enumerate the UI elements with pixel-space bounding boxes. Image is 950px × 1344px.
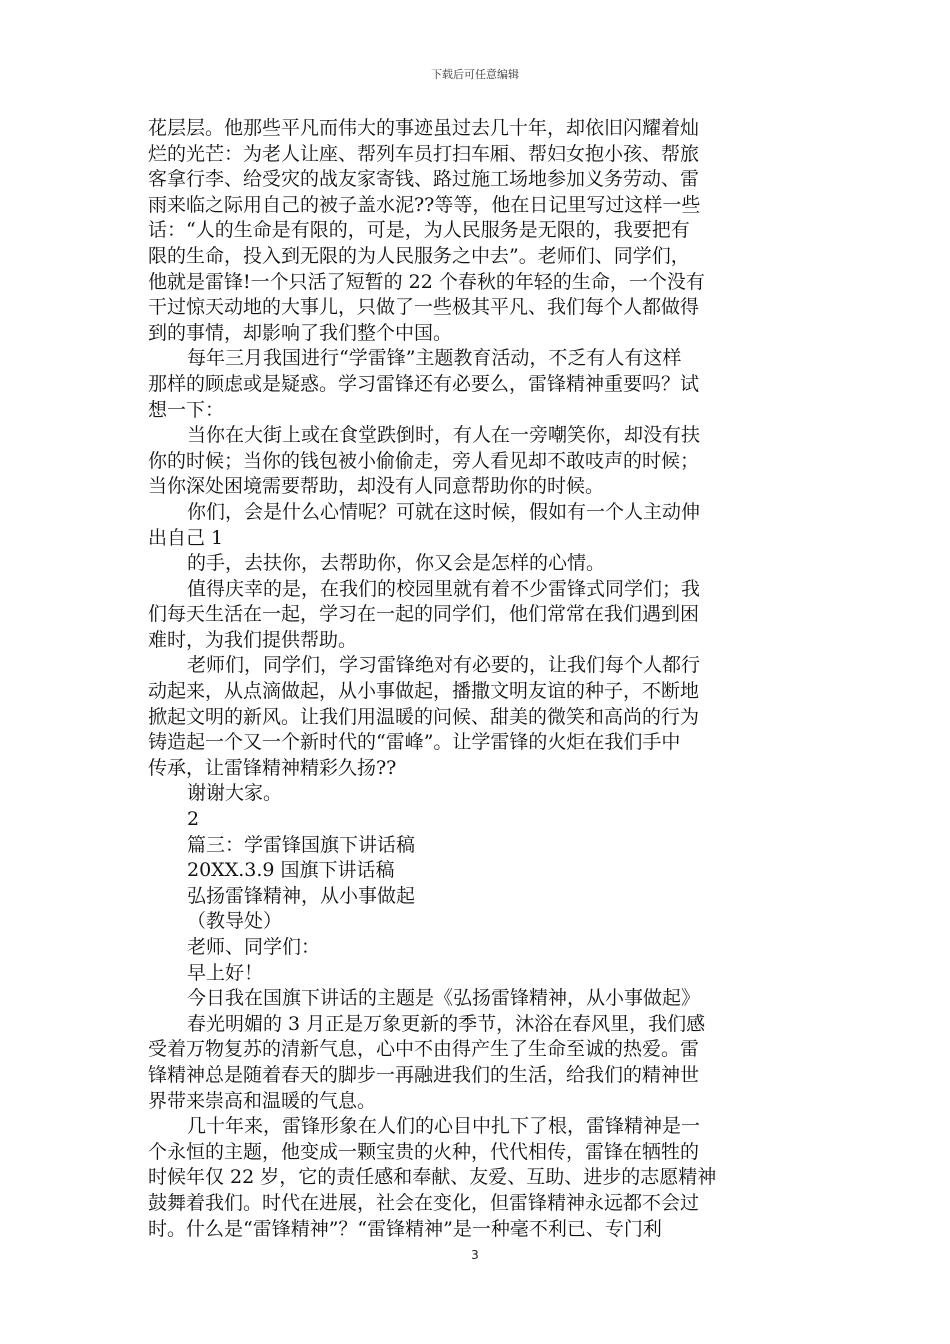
text-line: 烂的光芒：为老人让座、帮列车员打扫车厢、帮妇女抱小孩、帮旅 <box>148 142 700 165</box>
text-line: 鼓舞着我们。时代在进展，社会在变化，但雷锋精神永远都不会过 <box>148 1191 700 1214</box>
text-line: （教导处） <box>187 910 283 933</box>
text-line: 值得庆幸的是，在我们的校园里就有着不少雷锋式同学们；我 <box>187 577 701 600</box>
text-line: 界带来崇高和温暖的气息。 <box>148 1089 377 1112</box>
text-line: 到的事情，却影响了我们整个中国。 <box>148 321 453 344</box>
page-number: 3 <box>471 1248 479 1262</box>
text-line: 当你在大街上或在食堂跌倒时，有人在一旁嘲笑你，却没有扶 <box>187 424 701 447</box>
text-line: 锋精神总是随着春天的脚步一再融进我们的生活，给我们的精神世 <box>148 1063 700 1086</box>
text-line: 们每天生活在一起，学习在一起的同学们，他们常常在我们遇到困 <box>148 603 700 626</box>
text-line: 想一下： <box>148 398 225 421</box>
text-line: 你的时候；当你的钱包被小偷偷走，旁人看见却不敢吱声的时候； <box>148 449 700 472</box>
text-line: 出自己 1 <box>148 526 224 549</box>
text-line: 2 <box>187 808 200 831</box>
text-line: 几十年来，雷锋形象在人们的心目中扎下了根，雷锋精神是一 <box>187 1115 701 1138</box>
text-line: 话：“人的生命是有限的，可是，为人民服务是无限的，我要把有 <box>148 219 690 242</box>
text-line: 客拿行李、给受灾的战友家寄钱、路过施工场地参加义务劳动、雷 <box>148 168 700 191</box>
text-line: 难时，为我们提供帮助。 <box>148 628 358 651</box>
document-body <box>148 116 808 1242</box>
text-line: 每年三月我国进行“学雷锋”主题教育活动，不乏有人有这样 <box>187 347 682 370</box>
text-line: 篇三：学雷锋国旗下讲话稿 <box>187 833 416 856</box>
text-line: 老师们，同学们，学习雷锋绝对有必要的，让我们每个人都行 <box>187 654 701 677</box>
page-header: 下载后可任意编辑 <box>431 68 519 81</box>
text-line: 今日我在国旗下讲话的主题是《弘扬雷锋精神，从小事做起》 <box>187 987 701 1010</box>
text-line: 谢谢大家。 <box>187 782 283 805</box>
text-line: 的手，去扶你，去帮助你，你又会是怎样的心情。 <box>187 552 606 575</box>
text-line: 雨来临之际用自己的被子盖水泥??等等，他在日记里写过这样一些 <box>148 193 701 216</box>
text-line: 时候年仅 22 岁，它的责任感和奉献、友爱、互助、进步的志愿精神 <box>148 1166 717 1189</box>
text-line: 动起来，从点滴做起，从小事做起，播撒文明友谊的种子，不断地 <box>148 680 700 703</box>
text-line: 掀起文明的新风。让我们用温暖的问候、甜美的微笑和高尚的行为 <box>148 705 700 728</box>
text-line: 个永恒的主题，他变成一颗宝贵的火种，代代相传，雷锋在牺牲的 <box>148 1140 700 1163</box>
text-line: 限的生命，投入到无限的为人民服务之中去”。老师们、同学们， <box>148 244 690 267</box>
text-line: 弘扬雷锋精神，从小事做起 <box>187 884 416 907</box>
text-line: 他就是雷锋!一个只活了短暂的 22 个春秋的年轻的生命，一个没有 <box>148 270 705 293</box>
text-line: 干过惊天动地的大事儿，只做了一些极其平凡、我们每个人都做得 <box>148 296 700 319</box>
text-line: 那样的顾虑或是疑惑。学习雷锋还有必要么，雷锋精神重要吗？试 <box>148 372 700 395</box>
text-line: 时。什么是“雷锋精神”？“雷锋精神”是一种毫不利已、专门利 <box>148 1217 662 1240</box>
text-line: 当你深处困境需要帮助，却没有人同意帮助你的时候。 <box>148 475 605 498</box>
text-line: 花层层。他那些平凡而伟大的事迹虽过去几十年，却依旧闪耀着灿 <box>148 117 700 139</box>
text-line: 受着万物复苏的清新气息，心中不由得产生了生命至诚的热爱。雷 <box>148 1038 700 1061</box>
text-line: 早上好！ <box>187 961 264 984</box>
text-line: 老师、同学们： <box>187 936 321 958</box>
text-line: 春光明媚的 3 月正是万象更新的季节，沐浴在春风里，我们感 <box>187 1012 706 1035</box>
text-line: 你们，会是什么心情呢？可就在这时候，假如有一个人主动伸 <box>187 500 701 523</box>
text-line: 铸造起一个又一个新时代的“雷峰”。让学雷锋的火炬在我们手中 <box>148 731 681 754</box>
text-line: 传承，让雷锋精神精彩久扬?? <box>148 756 397 779</box>
text-line: 20XX.3.9 国旗下讲话稿 <box>187 859 395 882</box>
